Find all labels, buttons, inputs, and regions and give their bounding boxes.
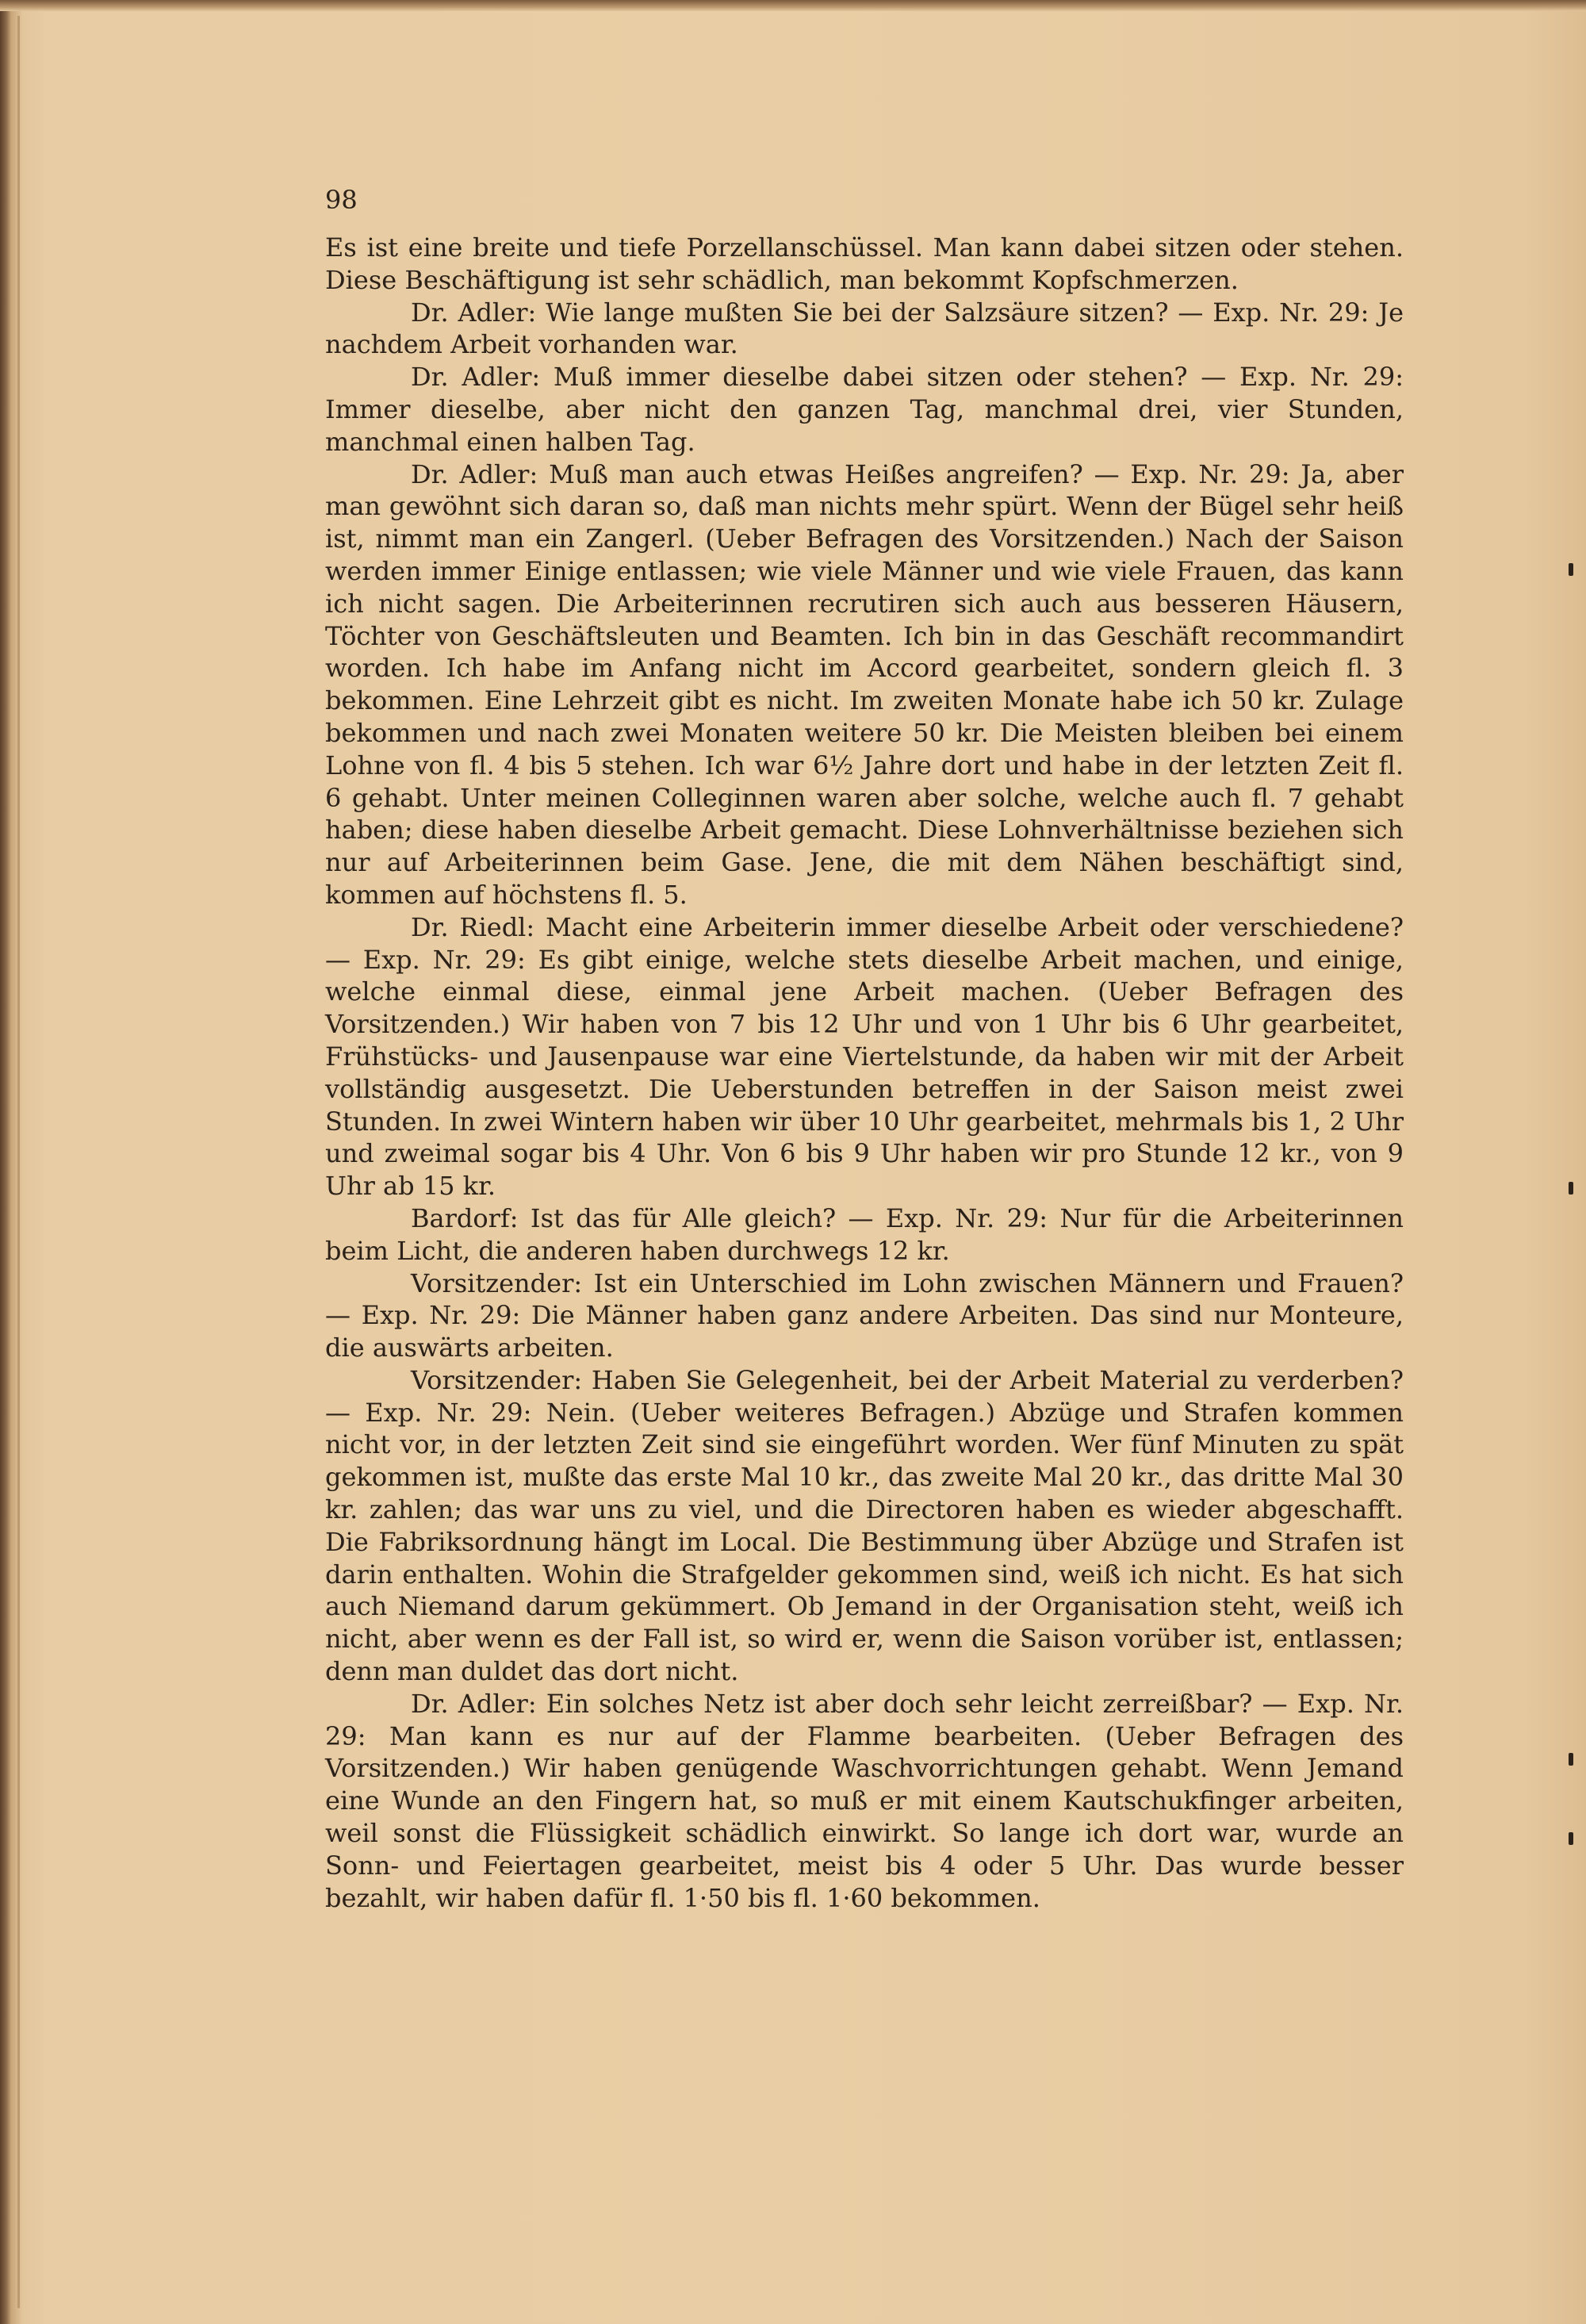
margin-mark [1569, 1753, 1573, 1766]
paragraph: Es ist eine breite und tiefe Porzellanschüssel. Man kann dabei sitzen oder stehen. Diese Beschäftigung ist sehr schädlich, man bekommt Kopfschmerzen. [325, 232, 1404, 295]
paragraph: Dr. Riedl: Macht eine Arbeiterin immer dieselbe Arbeit oder verschiedene? — Exp. Nr. 29: Es gibt einige, welche stets dieselbe Arbeit machen, und einige, welche einmal diese, einmal jene Arbeit machen. (Ueber Befragen des Vorsitzenden.) Wir haben von 7 bis 12 Uhr und von 1 Uhr bis 6 Uhr gearbeitet, Frühstücks- und Jausenpause war eine Viertelstunde, da haben wir mit der Arbeit vollständig ausgesetzt. Die Ueberstunden betreffen in der Saison meist zwei Stunden. In zwei Wintern haben wir über 10 Uhr gearbeitet, mehrmals bis 1, 2 Uhr und zweimal sogar bis 4 Uhr. Von 6 bis 9 Uhr haben wir pro Stunde 12 kr., von 9 Uhr ab 15 kr. [325, 911, 1404, 1202]
paragraph: Dr. Adler: Ein solches Netz ist aber doch sehr leicht zerreißbar? — Exp. Nr. 29: Man kann es nur auf der Flamme bearbeiten. (Ueber Befragen des Vorsitzenden.) Wir haben genügende Waschvorrichtungen gehabt. Wenn Jemand eine Wunde an den Fingern hat, so muß er mit einem Kautschukfinger arbeiten, weil sonst die Flüssigkeit schädlich einwirkt. So lange ich dort war, wurde an Sonn- und Feiertagen gearbeitet, meist bis 4 oder 5 Uhr. Das wurde besser bezahlt, wir haben dafür fl. 1·50 bis fl. 1·60 bekommen. [325, 1688, 1404, 1913]
page-number: 98 [325, 185, 358, 215]
margin-mark [1569, 1182, 1573, 1195]
paragraph: Dr. Adler: Muß man auch etwas Heißes angreifen? — Exp. Nr. 29: Ja, aber man gewöhnt sich daran so, daß man nichts mehr spürt. Wenn der Bügel sehr heiß ist, nimmt man ein Zangerl. (Ueber Befragen des Vorsitzenden.) Nach der Saison werden immer Einige entlassen; wie viele Männer und wie viele Frauen, das kann ich nicht sagen. Die Arbeiterinnen recrutiren sich auch aus besseren Häusern, Töchter von Geschäftsleuten und Beamten. Ich bin in das Geschäft recommandirt worden. Ich habe im Anfang nicht im Accord gearbeitet, sondern gleich fl. 3 bekommen. Eine Lehrzeit gibt es nicht. Im zweiten Monate habe ich 50 kr. Zulage bekommen und nach zwei Monaten weitere 50 kr. Die Meisten bleiben bei einem Lohne von fl. 4 bis 5 stehen. Ich war 6½ Jahre dort und habe in der letzten Zeit fl. 6 gehabt. Unter meinen Colleginnen waren aber solche, welche auch fl. 7 gehabt haben; diese haben dieselbe Arbeit gemacht. Diese Lohnverhältnisse beziehen sich nur auf Arbeiterinnen beim Gase. Jene, die mit dem Nähen beschäftigt sind, kommen auf höchstens fl. 5. [325, 458, 1404, 910]
paragraph: Bardorf: Ist das für Alle gleich? — Exp. Nr. 29: Nur für die Arbeiterinnen beim Licht, die anderen haben durchwegs 12 kr. [325, 1202, 1404, 1266]
paragraph: Dr. Adler: Muß immer dieselbe dabei sitzen oder stehen? — Exp. Nr. 29: Immer dieselbe, aber nicht den ganzen Tag, manchmal drei, vier Stunden, manchmal einen halben Tag. [325, 362, 1404, 457]
binding-fold [17, 16, 20, 2308]
page-body [325, 184, 1404, 1914]
margin-mark [1569, 563, 1573, 576]
page-top-edge [0, 0, 1586, 11]
paragraph: Vorsitzender: Haben Sie Gelegenheit, bei der Arbeit Material zu verderben? — Exp. Nr. 29: Nein. (Ueber weiteres Befragen.) Abzüge und Strafen kommen nicht vor, in der letzten Zeit sind sie eingeführt worden. Wer fünf Minuten zu spät gekommen ist, mußte das erste Mal 10 kr., das zweite Mal 20 kr., das dritte Mal 30 kr. zahlen; das war uns zu viel, und die Directoren haben es wieder abgeschafft. Die Fabriksordnung hängt im Local. Die Bestimmung über Abzüge und Strafen ist darin enthalten. Wohin die Strafgelder gekommen sind, weiß ich nicht. Es hat sich auch Niemand darum gekümmert. Ob Jemand in der Organisation steht, weiß ich nicht, aber wenn es der Fall ist, so wird er, wenn die Saison vorüber ist, entlassen; denn man duldet das dort nicht. [325, 1364, 1404, 1687]
paragraph: Dr. Adler: Wie lange mußten Sie bei der Salzsäure sitzen? — Exp. Nr. 29: Je nachdem Arbeit vorhanden war. [325, 297, 1404, 360]
paragraph: Vorsitzender: Ist ein Unterschied im Lohn zwischen Männern und Frauen? — Exp. Nr. 29: Die Männer haben ganz andere Arbeiten. Das sind nur Monteure, die auswärts arbeiten. [325, 1267, 1404, 1363]
margin-mark [1569, 1832, 1573, 1845]
